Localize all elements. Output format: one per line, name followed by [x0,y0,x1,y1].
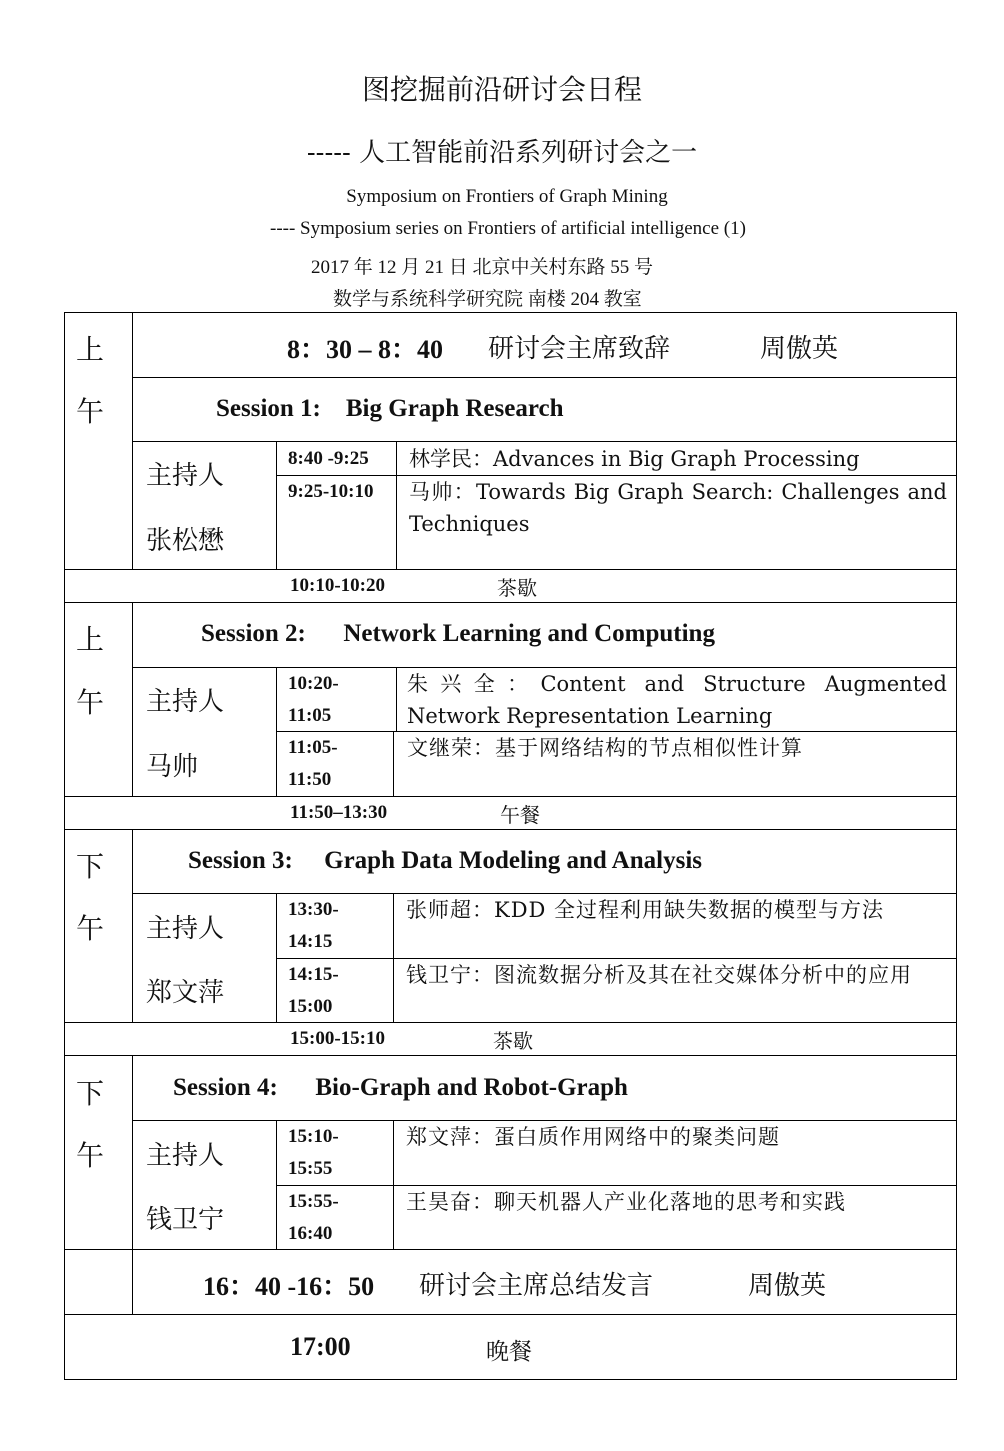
host-name: 马帅 [146,752,199,782]
host-name: 钱卫宁 [146,1205,225,1235]
dinner-time: 17:00 [290,1332,351,1361]
host-name: 张松懋 [146,526,225,556]
row-divider [64,829,957,830]
host-label: 主持人 [146,687,225,717]
talk-time: 15:55 [288,1158,333,1179]
english-subtitle: ---- Symposium series on Frontiers of artificial intelligence (1) [270,218,746,239]
break-label: 茶歇 [493,1029,533,1053]
row-divider [132,377,957,378]
talk-title: 林学民：Advances in Big Graph Processing [409,447,860,471]
talk-title: 马帅：Towards Big Graph Search: Challenges and Techniques [409,480,947,536]
col-divider [393,1120,394,1249]
venue: 数学与系统科学研究院 南楼 204 教室 [333,289,642,310]
col-divider [276,893,277,1022]
talk-time: 8:40 -9:25 [288,448,369,469]
talk-time: 11:50 [288,769,332,790]
col-divider [276,1120,277,1249]
talk-time: 13:30- [288,899,339,920]
period-label: 下 [76,1077,105,1110]
talk-title: 张师超：KDD 全过程利用缺失数据的模型与方法 [406,898,885,922]
period-label: 上 [76,333,105,366]
host-label: 主持人 [146,461,225,491]
table-border-bottom [64,1379,957,1380]
host-label: 主持人 [146,1141,225,1171]
talk-time: 14:15 [288,931,333,952]
break-time: 10:10-10:20 [290,575,385,596]
session-title: Session 1: Big Graph Research [216,395,564,422]
talk-title: 钱卫宁：图流数据分析及其在社交媒体分析中的应用 [406,963,912,987]
break-time: 11:50–13:30 [290,802,388,823]
col-divider [132,1055,133,1314]
row-divider [132,441,957,442]
row-divider [64,1314,957,1315]
row-divider [64,602,957,603]
session-title: Session 2: Network Learning and Computing [201,620,715,647]
table-border-right [956,312,957,1380]
talk-time: 15:00 [288,996,333,1017]
col-divider [393,731,394,796]
opening-event: 研讨会主席致辞 [488,334,671,364]
host-name: 郑文萍 [146,978,225,1008]
row-divider [64,569,957,570]
closing-event: 研讨会主席总结发言 [419,1271,654,1301]
date-location: 2017 年 12 月 21 日 北京中关村东路 55 号 [311,257,654,278]
talk-title: 文继荣：基于网络结构的节点相似性计算 [407,736,803,760]
row-divider [64,1022,957,1023]
english-title: Symposium on Frontiers of Graph Mining [346,186,668,207]
talk-time: 11:05 [288,705,332,726]
session-title: Session 4: Bio-Graph and Robot-Graph [173,1074,628,1101]
break-label: 茶歇 [497,576,537,600]
page-subtitle: ----- 人工智能前沿系列研讨会之一 [306,138,698,168]
talk-time: 14:15- [288,964,339,985]
period-label: 下 [76,850,105,883]
col-divider [396,441,397,569]
table-border-top [64,312,957,313]
period-label: 午 [76,1139,105,1172]
period-label: 上 [76,623,105,656]
period-label: 午 [76,912,105,945]
col-divider [132,602,133,796]
talk-time: 11:05- [288,737,338,758]
col-divider [132,829,133,1022]
dinner-label: 晚餐 [486,1339,532,1365]
closing-time: 16：40 -16：50 [203,1272,375,1301]
break-time: 15:00-15:10 [290,1028,385,1049]
table-border-left [64,312,65,1380]
period-label: 午 [76,686,105,719]
opening-time: 8：30 – 8：40 [287,335,444,364]
row-divider [64,1055,957,1056]
closing-person: 周傲英 [748,1271,827,1301]
break-label: 午餐 [500,803,540,827]
period-label: 午 [76,395,105,428]
talk-time: 16:40 [288,1223,333,1244]
talk-title: 朱兴全：Content and Structure Augmented Network Representation Learning [407,672,947,728]
talk-time: 10:20- [288,673,339,694]
col-divider [276,667,277,796]
col-divider [276,441,277,569]
row-divider [64,796,957,797]
col-divider [393,893,394,1022]
host-label: 主持人 [146,914,225,944]
talk-time: 15:10- [288,1126,339,1147]
col-divider [396,667,397,731]
talk-time: 9:25-10:10 [288,481,374,502]
talk-time: 15:55- [288,1191,339,1212]
row-divider [64,1249,957,1250]
session-title: Session 3: Graph Data Modeling and Analysis [188,847,702,874]
talk-title: 王昊奋：聊天机器人产业化落地的思考和实践 [406,1190,846,1214]
page-title: 图挖掘前沿研讨会日程 [361,73,642,106]
opening-person: 周傲英 [760,334,839,364]
talk-title: 郑文萍：蛋白质作用网络中的聚类问题 [406,1125,780,1149]
